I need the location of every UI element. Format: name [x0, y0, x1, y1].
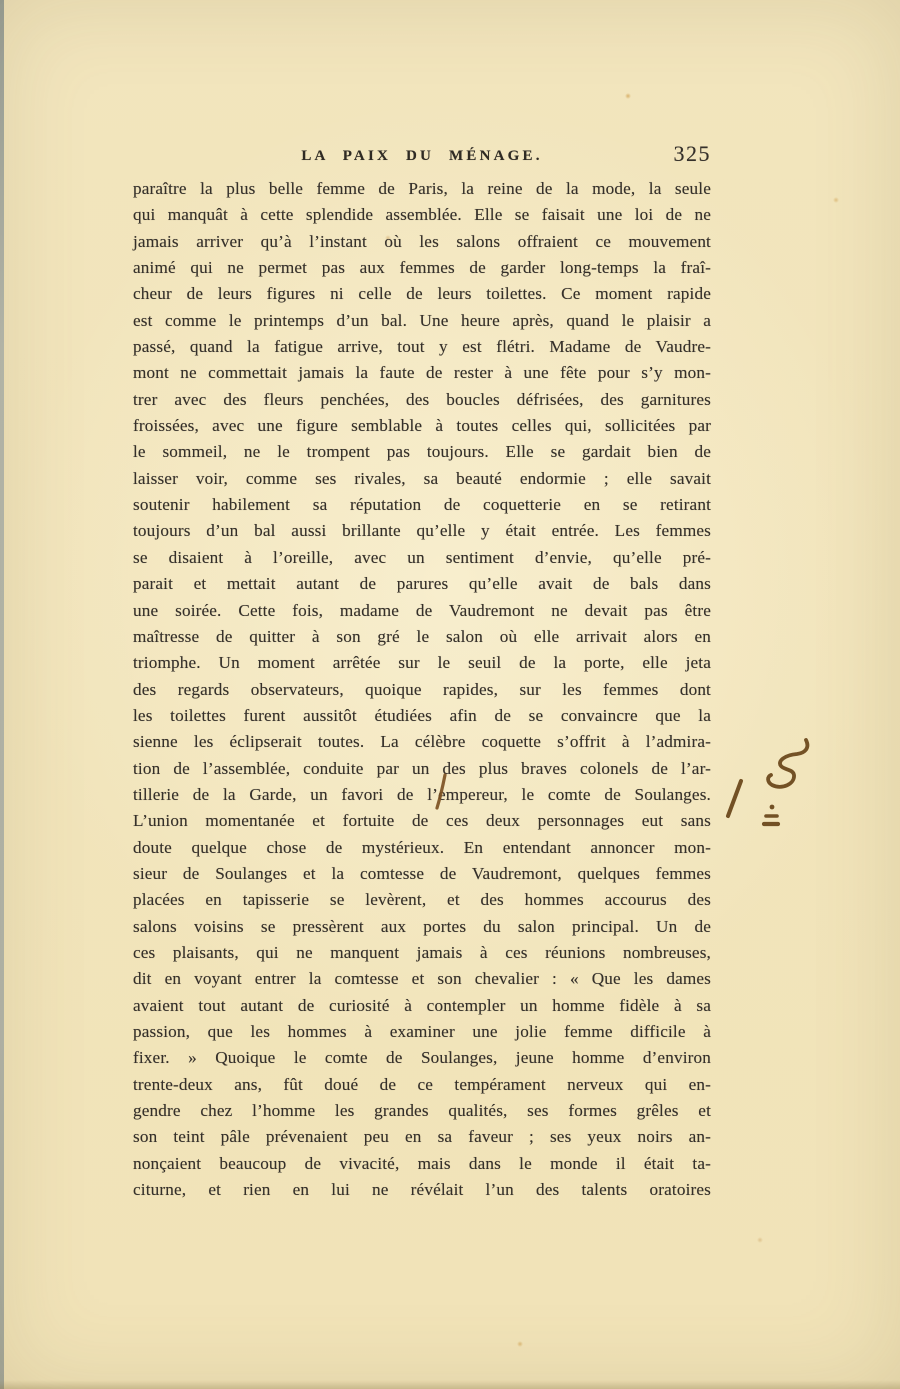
text-line: sieur de Soulanges et la comtesse de Vaudremont, quelques femmes: [133, 863, 711, 883]
text-line: L’union momentanée et fortuite de ces deux personnages eut sans: [133, 811, 711, 831]
text-line: maîtresse de quitter à son gré le salon où elle arrivait alors en: [133, 626, 711, 646]
handwritten-margin-mark: [715, 735, 825, 835]
text-line: jamais arriver qu’à l’instant où les salons offraient ce mouvement: [133, 231, 711, 251]
text-line: animé qui ne permet pas aux femmes de garder long-temps la fraî-: [133, 258, 711, 278]
text-line: tion de l’assemblée, conduite par un des plus braves colonels de l’ar-: [133, 758, 711, 778]
running-header: [133, 141, 711, 166]
text-line: des regards observateurs, quoique rapides, sur les femmes dont: [133, 679, 711, 699]
text-line: se disaient à l’oreille, avec un sentiment d’envie, qu’elle pré-: [133, 547, 711, 567]
text-line: son teint pâle prévenaient peu en sa faveur ; ses yeux noirs an-: [133, 1127, 711, 1147]
text-line: trer avec des fleurs penchées, des boucles défrisées, des garnitures: [133, 389, 711, 409]
text-line: dit en voyant entrer la comtesse et son chevalier : « Que les dames: [133, 969, 711, 989]
text-line: tillerie de la Garde, un favori de l’empereur, le comte de Soulanges.: [133, 784, 711, 804]
text-line: toujours d’un bal aussi brillante qu’elle y était entrée. Les femmes: [133, 521, 711, 541]
text-line: mont ne commettait jamais la faute de rester à une fête pour s’y mon-: [133, 363, 711, 383]
text-line: doute quelque chose de mystérieux. En entendant annoncer mon-: [133, 837, 711, 857]
text-line: gendre chez l’homme les grandes qualités, ses formes grêles et: [133, 1101, 711, 1121]
text-line: passé, quand la fatigue arrive, tout y est flétri. Madame de Vaudre-: [133, 337, 711, 357]
text-line: les toilettes furent aussitôt étudiées afin de se convaincre que la: [133, 705, 711, 725]
text-line: froissées, avec une figure semblable à toutes celles qui, sollicitées par: [133, 416, 711, 436]
text-line: nonçaient beaucoup de vivacité, mais dans le monde il était ta-: [133, 1153, 711, 1173]
scan-edge-left: [0, 0, 4, 1389]
page-number: 325: [673, 141, 711, 166]
scan-edge-bottom: [0, 1380, 900, 1389]
text-line: ces plaisants, qui ne manquent jamais à ces réunions nombreuses,: [133, 942, 711, 962]
text-line: fixer. » Quoique le comte de Soulanges, jeune homme d’environ: [133, 1048, 711, 1068]
text-line: citurne, et rien en lui ne révélait l’un des talents oratoires: [133, 1180, 711, 1200]
text-line: cheur de leurs figures ni celle de leurs toilettes. Ce moment rapide: [133, 284, 711, 304]
page-title: LA PAIX DU MÉNAGE.: [301, 148, 543, 164]
text-line: une soirée. Cette fois, madame de Vaudremont ne devait pas être: [133, 600, 711, 620]
body-text: [133, 176, 711, 1203]
text-line: est comme le printemps d’un bal. Une heure après, quand le plaisir a: [133, 310, 711, 330]
text-line: laisser voir, comme ses rivales, sa beauté endormie ; elle savait: [133, 468, 711, 488]
text-line: qui manquât à cette splendide assemblée. Elle se faisait une loi de ne: [133, 205, 711, 225]
text-line: salons voisins se pressèrent aux portes du salon principal. Un de: [133, 916, 711, 936]
text-line: avaient tout autant de curiosité à contempler un homme fidèle à sa: [133, 995, 711, 1015]
text-line: paraître la plus belle femme de Paris, la reine de la mode, la seule: [133, 179, 711, 198]
text-line: triomphe. Un moment arrêtée sur le seuil de la porte, elle jeta: [133, 653, 711, 673]
text-line: soutenir habilement sa réputation de coquetterie en se retirant: [133, 495, 711, 515]
text-line: passion, que les hommes à examiner une jolie femme difficile à: [133, 1022, 711, 1041]
text-line: le sommeil, ne le trompent pas toujours. Elle se gardait bien de: [133, 442, 711, 462]
text-line: trente-deux ans, fût doué de ce tempérament nerveux qui en-: [133, 1074, 711, 1094]
text-line: sienne les éclipserait toutes. La célèbre coquette s’offrit à l’admira-: [133, 732, 711, 752]
text-line: parait et mettait autant de parures qu’elle avait de bals dans: [133, 574, 711, 594]
text-line: placées en tapisserie se levèrent, et des hommes accourus des: [133, 890, 711, 910]
